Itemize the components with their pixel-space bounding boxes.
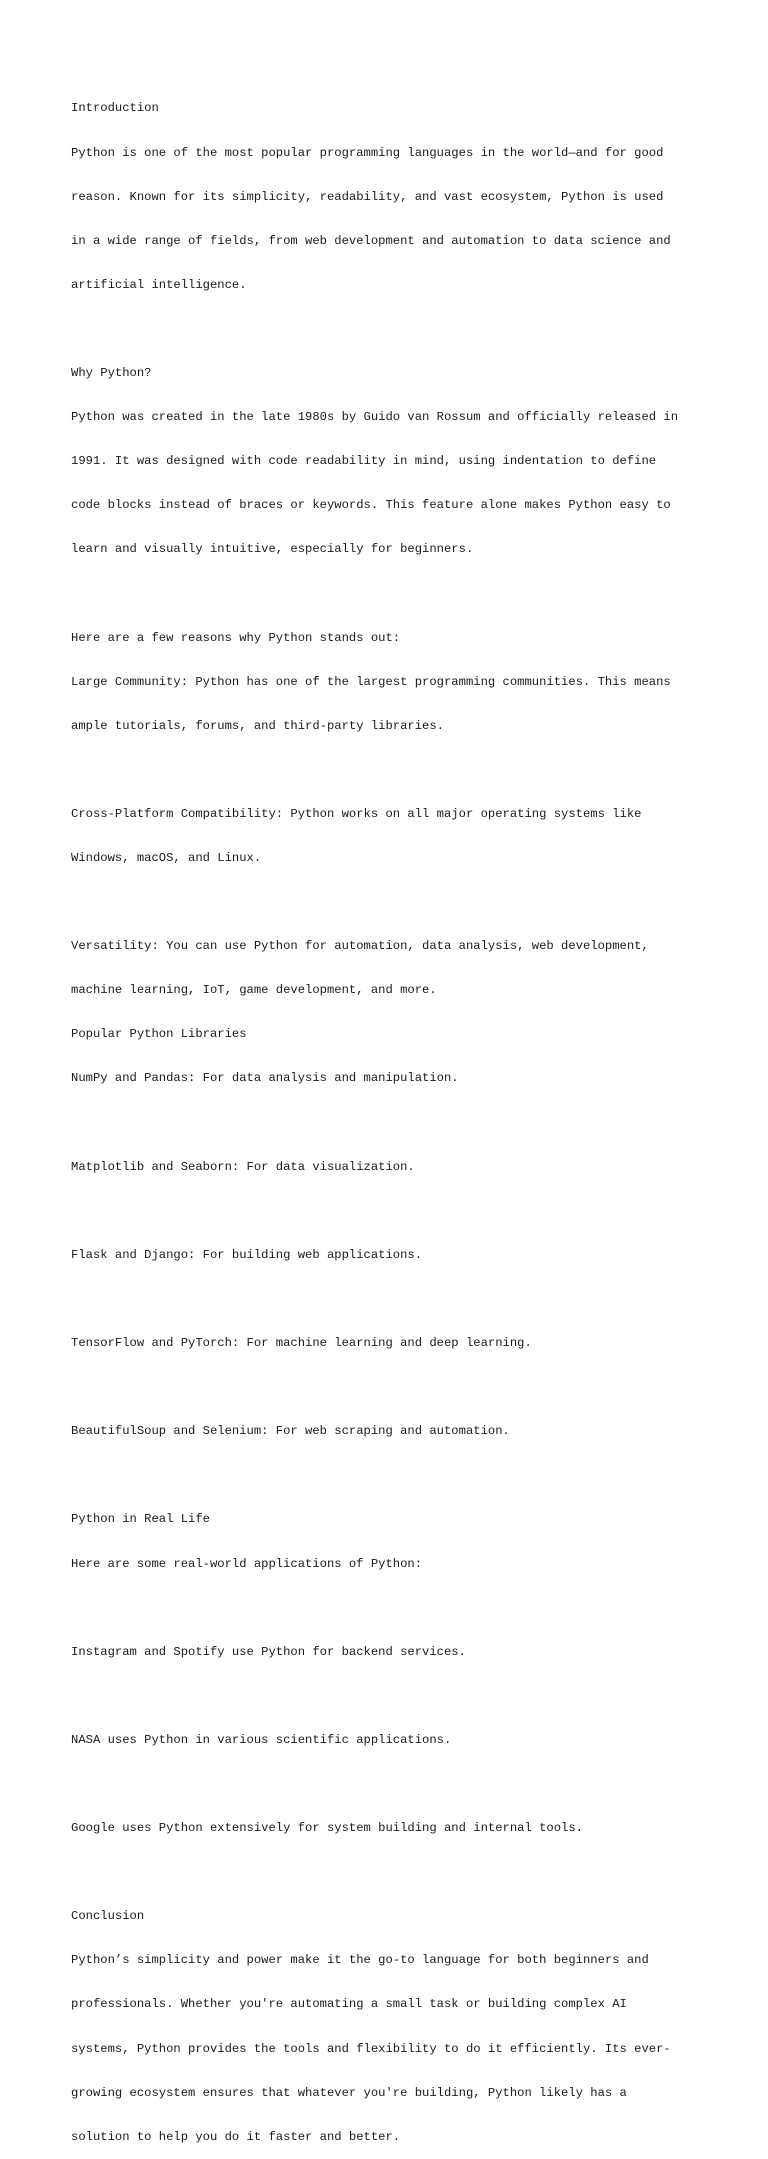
blank-line bbox=[71, 1380, 731, 1395]
text-line: Python was created in the late 1980s by Guido van Rossum and officially released in bbox=[71, 410, 679, 425]
blank-line bbox=[71, 895, 731, 910]
text-line: 1991. It was designed with code readability in mind, using indentation to define bbox=[71, 454, 657, 469]
text-line: solution to help you do it faster and better. bbox=[71, 2129, 401, 2144]
blank-line bbox=[71, 322, 731, 337]
text-line: learn and visually intuitive, especially for beginners. bbox=[71, 542, 474, 557]
text-line: Google uses Python extensively for system building and internal tools. bbox=[71, 1821, 583, 1836]
text-line: Matplotlib and Seaborn: For data visualization. bbox=[71, 1159, 415, 1174]
blank-line bbox=[71, 1865, 731, 1880]
text-line: Windows, macOS, and Linux. bbox=[71, 851, 262, 865]
text-line: Instagram and Spotify use Python for backend services. bbox=[71, 1644, 466, 1659]
heading-introduction: Introduction bbox=[71, 101, 159, 116]
text-line: Here are some real-world applications of Python: bbox=[71, 1556, 423, 1571]
blank-line bbox=[71, 1116, 731, 1131]
heading-popular-libraries: Popular Python Libraries bbox=[71, 1027, 247, 1042]
text-line: BeautifulSoup and Selenium: For web scraping and automation. bbox=[71, 1424, 510, 1439]
blank-line bbox=[71, 763, 731, 778]
text-line: code blocks instead of braces or keywords. This feature alone makes Python easy to bbox=[71, 498, 671, 513]
text-line: Versatility: You can use Python for automation, data analysis, web development, bbox=[71, 939, 649, 954]
text-line: professionals. Whether you're automating a small task or building complex AI bbox=[71, 1997, 627, 2012]
document-body bbox=[71, 72, 731, 2159]
heading-conclusion: Conclusion bbox=[71, 1909, 145, 1924]
blank-line bbox=[71, 1204, 731, 1219]
text-line: ample tutorials, forums, and third-party libraries. bbox=[71, 718, 444, 733]
text-line: NumPy and Pandas: For data analysis and manipulation. bbox=[71, 1071, 459, 1086]
text-line: NASA uses Python in various scientific applications. bbox=[71, 1732, 452, 1747]
blank-line bbox=[71, 1689, 731, 1704]
blank-line bbox=[71, 1468, 731, 1483]
text-line: in a wide range of fields, from web development and automation to data science and bbox=[71, 233, 671, 248]
text-line: Large Community: Python has one of the largest programming communities. This means bbox=[71, 674, 671, 689]
text-line: Python is one of the most popular programming languages in the world—and for good bbox=[71, 145, 664, 160]
text-line: Flask and Django: For building web applications. bbox=[71, 1247, 423, 1262]
text-line: machine learning, IoT, game development, and more. bbox=[71, 983, 437, 998]
blank-line bbox=[71, 586, 731, 601]
text-line: artificial intelligence. bbox=[71, 277, 247, 292]
text-line: Here are a few reasons why Python stands out: bbox=[71, 630, 401, 645]
blank-line bbox=[71, 1292, 731, 1307]
text-line: systems, Python provides the tools and flexibility to do it efficiently. Its ever- bbox=[71, 2041, 671, 2056]
text-line: reason. Known for its simplicity, readability, and vast ecosystem, Python is used bbox=[71, 189, 664, 204]
text-line: growing ecosystem ensures that whatever you're building, Python likely has a bbox=[71, 2085, 627, 2100]
text-line: Python’s simplicity and power make it the go-to language for both beginners and bbox=[71, 1953, 649, 1968]
heading-real-life: Python in Real Life bbox=[71, 1512, 210, 1527]
heading-why-python: Why Python? bbox=[71, 365, 152, 380]
blank-line bbox=[71, 1777, 731, 1792]
text-line: TensorFlow and PyTorch: For machine learning and deep learning. bbox=[71, 1336, 532, 1351]
text-line: Cross-Platform Compatibility: Python works on all major operating systems like bbox=[71, 806, 642, 821]
blank-line bbox=[71, 1601, 731, 1616]
